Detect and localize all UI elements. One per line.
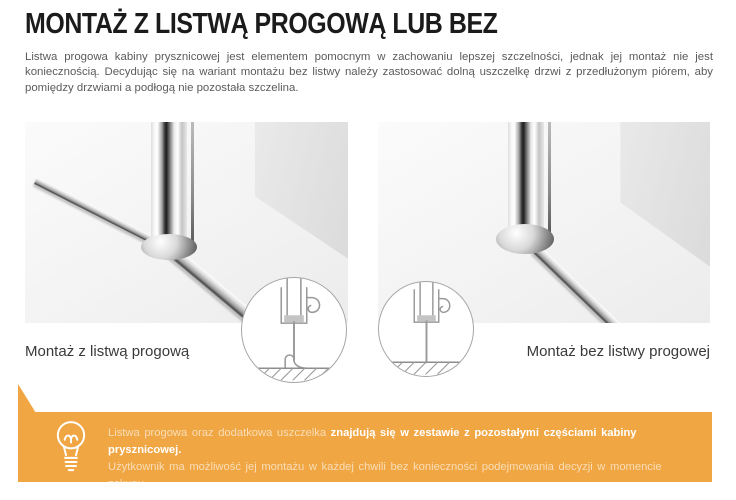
no-threshold-cross-section-diagram — [379, 282, 473, 376]
banner-line2: Użytkownik ma możliwość jej montażu w każdej chwili bez konieczności podejmowania decyzji w momencie zakupu. — [108, 461, 662, 490]
lightbulb-icon — [48, 418, 94, 476]
glass-door-edge — [191, 122, 194, 248]
cross-section-inset-without-strip — [378, 281, 474, 377]
glass-door-edge — [548, 122, 551, 238]
caption-without-strip: Montaż bez listwy progowej — [526, 343, 710, 360]
door-pivot-cap — [496, 224, 554, 254]
banner-line1-bold: znajdują się w zestawie z pozostałymi częściami kabiny prysznicowej. — [108, 427, 637, 456]
cross-section-inset-with-strip — [241, 277, 347, 383]
page-title: MONTAŻ Z LISTWĄ PROGOWĄ LUB BEZ — [25, 8, 498, 40]
banner-line1-normal: Listwa progowa oraz dodatkowa uszczelka — [108, 427, 331, 439]
chrome-pivot-profile — [151, 122, 187, 250]
door-bottom-seal — [532, 246, 632, 323]
threshold-cross-section-diagram — [242, 278, 346, 382]
info-banner — [18, 412, 712, 490]
caption-with-strip: Montaż z listwą progową — [25, 343, 190, 360]
intro-paragraph: Listwa progowa kabiny prysznicowej jest elementem pomocnym w zachowaniu lepszej szczelności, jednak jej montaż nie jest koniecznością. Decydując się na wariant montażu bez listwy należy zastosować dolną uszczelkę drzwi z przedłużonym piórem, aby pomiędzy drzwiami a podłogą nie pozostała szczelina. — [25, 51, 713, 94]
door-hinge — [141, 234, 197, 260]
chrome-pivot-profile — [508, 122, 544, 240]
banner-text — [108, 425, 700, 493]
banner-fold-corner — [18, 384, 36, 413]
